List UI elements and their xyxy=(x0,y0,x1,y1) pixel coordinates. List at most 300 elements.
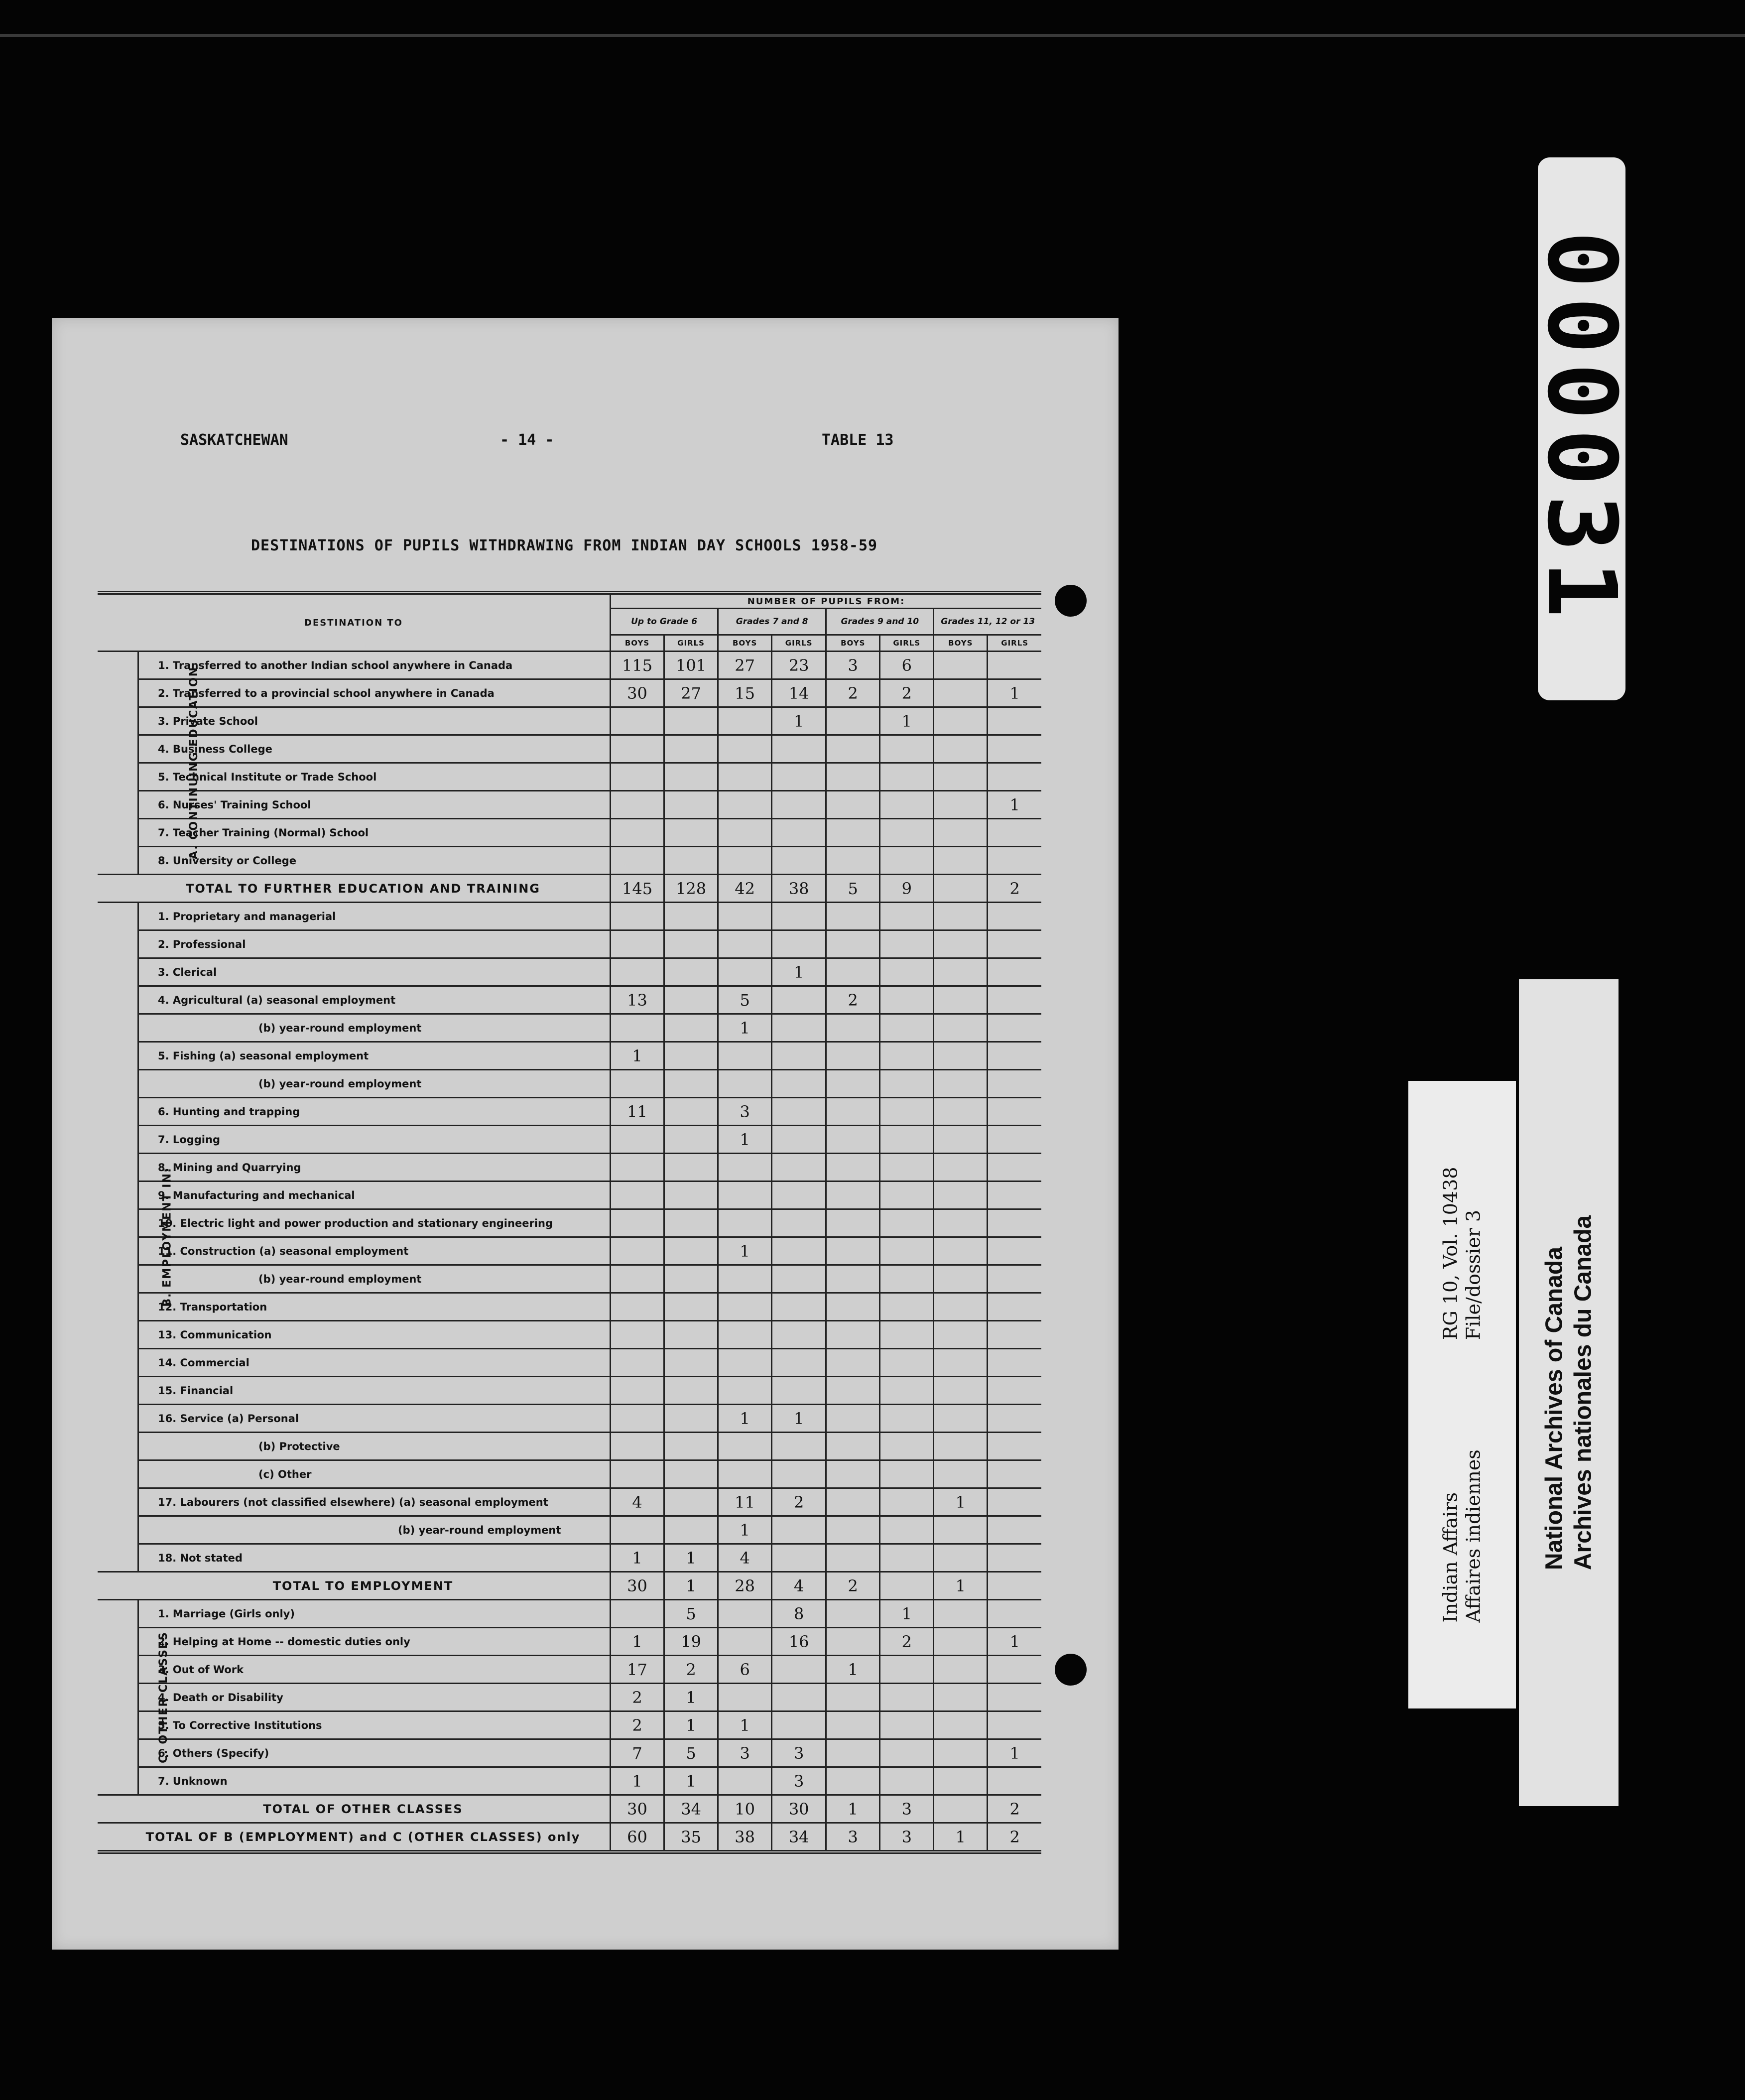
cell-value: 19 xyxy=(664,1628,718,1656)
cell-value xyxy=(934,1377,988,1405)
continuing-education-section xyxy=(98,652,201,875)
cell-value: 2 xyxy=(826,986,880,1014)
row-label: TOTAL OF B (EMPLOYMENT) and C (OTHER CLASSES) only xyxy=(98,1823,611,1852)
employment-section xyxy=(98,903,174,1572)
table-row xyxy=(98,958,1041,986)
cell-value xyxy=(611,1070,664,1098)
cell-value: 4 xyxy=(772,1572,826,1600)
cell-value xyxy=(718,1154,772,1181)
cell-value xyxy=(664,1098,718,1126)
cell-value xyxy=(988,1544,1041,1572)
cell-value xyxy=(934,1321,988,1349)
cell-value xyxy=(826,1600,880,1628)
cell-value xyxy=(772,763,826,791)
cell-value xyxy=(934,1684,988,1711)
table-row xyxy=(98,1711,1041,1739)
cell-value xyxy=(880,1656,934,1684)
cell-value xyxy=(664,819,718,847)
row-label: 6. Nurses' Training School xyxy=(138,791,611,819)
table-row xyxy=(98,1739,1041,1767)
cell-value xyxy=(826,1349,880,1377)
cell-value xyxy=(934,1656,988,1684)
page-number: - 14 - xyxy=(500,431,554,449)
scan-edge-line xyxy=(0,34,1745,37)
row-label: 3. Private School xyxy=(138,707,611,735)
cell-value xyxy=(718,1600,772,1628)
cell-value: 1 xyxy=(611,1544,664,1572)
cell-value: 4 xyxy=(718,1544,772,1572)
row-label: 13. Communication xyxy=(138,1321,611,1349)
cell-value xyxy=(772,1460,826,1488)
cell-value xyxy=(611,1265,664,1293)
cell-value xyxy=(988,1098,1041,1126)
cell-value: 1 xyxy=(718,1014,772,1042)
cell-value xyxy=(880,1377,934,1405)
grade-group-header: Grades 9 and 10 xyxy=(826,609,934,635)
cell-value xyxy=(880,1711,934,1739)
cell-value xyxy=(880,1265,934,1293)
cell-value: 4 xyxy=(611,1488,664,1516)
cell-value xyxy=(934,1600,988,1628)
cell-value xyxy=(988,707,1041,735)
cell-value xyxy=(772,1711,826,1739)
cell-value: 10 xyxy=(718,1795,772,1823)
cell-value xyxy=(934,707,988,735)
cell-value xyxy=(826,1098,880,1126)
cell-value xyxy=(988,1488,1041,1516)
cell-value xyxy=(664,1265,718,1293)
cell-value xyxy=(880,1684,934,1711)
total-row xyxy=(98,1795,1041,1823)
cell-value xyxy=(880,847,934,875)
cell-value xyxy=(988,1209,1041,1237)
cell-value xyxy=(611,1321,664,1349)
cell-value xyxy=(826,903,880,930)
grade-group-header: Up to Grade 6 xyxy=(611,609,718,635)
cell-value: 3 xyxy=(772,1739,826,1767)
cell-value: 1 xyxy=(611,1042,664,1070)
row-label: 6. Hunting and trapping xyxy=(138,1098,611,1126)
table-row xyxy=(98,652,1041,679)
cell-value: 101 xyxy=(664,652,718,679)
cell-value xyxy=(826,763,880,791)
cell-value xyxy=(772,1237,826,1265)
table-row xyxy=(98,1544,1041,1572)
girls-header: GIRLS xyxy=(664,635,718,652)
total-row xyxy=(98,875,1041,903)
cell-value xyxy=(988,847,1041,875)
cell-value xyxy=(611,1014,664,1042)
table-row xyxy=(98,1237,1041,1265)
cell-value xyxy=(988,1656,1041,1684)
cell-value xyxy=(826,1265,880,1293)
cell-value xyxy=(718,763,772,791)
cell-value xyxy=(718,847,772,875)
cell-value xyxy=(988,1070,1041,1098)
frame-number-strip xyxy=(1526,157,1637,700)
cell-value: 6 xyxy=(880,652,934,679)
cell-value xyxy=(934,1628,988,1656)
table-row xyxy=(98,903,1041,930)
cell-value xyxy=(664,1377,718,1405)
cell-value xyxy=(718,1628,772,1656)
row-label: 1. Marriage (Girls only) xyxy=(138,1600,611,1628)
row-label: 1. Proprietary and managerial xyxy=(138,903,611,930)
cell-value xyxy=(718,1767,772,1795)
row-label: TOTAL TO FURTHER EDUCATION AND TRAINING xyxy=(98,875,611,903)
cell-value xyxy=(934,1265,988,1293)
cell-value xyxy=(611,1405,664,1433)
grade-group-header: Grades 11, 12 or 13 xyxy=(934,609,1041,635)
other-classes-section xyxy=(98,1600,170,1795)
cell-value xyxy=(880,1460,934,1488)
row-label: TOTAL TO EMPLOYMENT xyxy=(98,1572,611,1600)
cell-value xyxy=(611,1516,664,1544)
boys-header: BOYS xyxy=(611,635,664,652)
cell-value: 8 xyxy=(772,1600,826,1628)
cell-value xyxy=(718,735,772,763)
table-row xyxy=(98,1181,1041,1209)
cell-value xyxy=(826,1209,880,1237)
cell-value xyxy=(934,1433,988,1460)
row-label: 8. Mining and Quarrying xyxy=(138,1154,611,1181)
cell-value xyxy=(826,819,880,847)
cell-value xyxy=(988,1767,1041,1795)
girls-header: GIRLS xyxy=(880,635,934,652)
row-label: TOTAL OF OTHER CLASSES xyxy=(98,1795,611,1823)
cell-value xyxy=(934,1181,988,1209)
cell-value: 1 xyxy=(611,1767,664,1795)
cell-value xyxy=(934,1154,988,1181)
cell-value: 2 xyxy=(826,1572,880,1600)
cell-value xyxy=(880,1516,934,1544)
section-label: C. OTHER CLASSES xyxy=(157,1631,170,1763)
cell-value xyxy=(772,1181,826,1209)
cell-value: 1 xyxy=(611,1628,664,1656)
cell-value: 1 xyxy=(934,1488,988,1516)
cell-value xyxy=(934,735,988,763)
cell-value: 1 xyxy=(772,958,826,986)
cell-value: 1 xyxy=(880,707,934,735)
cell-value xyxy=(934,819,988,847)
cell-value xyxy=(934,930,988,958)
row-label: 10. Electric light and power production and stationary engineering xyxy=(138,1209,611,1237)
cell-value xyxy=(718,1181,772,1209)
cell-value xyxy=(988,1321,1041,1349)
cell-value xyxy=(826,1433,880,1460)
cell-value xyxy=(880,1544,934,1572)
cell-value xyxy=(772,986,826,1014)
cell-value xyxy=(934,763,988,791)
cell-value: 30 xyxy=(611,1572,664,1600)
cell-value xyxy=(611,1460,664,1488)
cell-value xyxy=(611,1209,664,1237)
cell-value xyxy=(664,1488,718,1516)
cell-value xyxy=(934,791,988,819)
table-row xyxy=(98,1488,1041,1516)
cell-value xyxy=(934,679,988,707)
cell-value xyxy=(934,1795,988,1823)
row-label: 14. Commercial xyxy=(138,1349,611,1377)
cell-value xyxy=(611,1433,664,1460)
cell-value xyxy=(826,1684,880,1711)
cell-value xyxy=(988,1572,1041,1600)
cell-value xyxy=(934,1126,988,1154)
cell-value xyxy=(880,986,934,1014)
cell-value xyxy=(988,1684,1041,1711)
cell-value xyxy=(664,1516,718,1544)
cell-value: 11 xyxy=(718,1488,772,1516)
destinations-table xyxy=(98,591,1041,1854)
table-row xyxy=(98,1516,1041,1544)
cell-value: 13 xyxy=(611,986,664,1014)
cell-value xyxy=(772,1098,826,1126)
cell-value: 2 xyxy=(826,679,880,707)
cell-value: 115 xyxy=(611,652,664,679)
row-label: 4. Agricultural (a) seasonal employment xyxy=(138,986,611,1014)
document-title: DESTINATIONS OF PUPILS WITHDRAWING FROM INDIAN DAY SCHOOLS 1958-59 xyxy=(251,537,878,554)
cell-value xyxy=(826,958,880,986)
cell-value xyxy=(772,930,826,958)
cell-value xyxy=(772,1433,826,1460)
cell-value xyxy=(664,1293,718,1321)
row-label: 18. Not stated xyxy=(138,1544,611,1572)
destination-header: DESTINATION TO xyxy=(98,593,611,652)
cell-value: 1 xyxy=(988,791,1041,819)
row-label: 17. Labourers (not classified elsewhere) (a) seasonal employment xyxy=(138,1488,611,1516)
cell-value xyxy=(880,958,934,986)
archive-name-label xyxy=(1519,979,1619,1806)
cell-value: 2 xyxy=(664,1656,718,1684)
cell-value xyxy=(611,707,664,735)
row-label: (c) Other xyxy=(138,1460,611,1488)
cell-value xyxy=(934,1516,988,1544)
table-ref: TABLE 13 xyxy=(822,431,894,449)
cell-value xyxy=(880,1098,934,1126)
row-label: 15. Financial xyxy=(138,1377,611,1405)
cell-value xyxy=(988,1460,1041,1488)
cell-value xyxy=(718,819,772,847)
cell-value: 11 xyxy=(611,1098,664,1126)
table-row xyxy=(98,1349,1041,1377)
cell-value xyxy=(826,1181,880,1209)
cell-value xyxy=(988,819,1041,847)
province-label: SASKATCHEWAN xyxy=(180,431,288,449)
cell-value xyxy=(934,1098,988,1126)
cell-value xyxy=(826,1544,880,1572)
cell-value xyxy=(718,1433,772,1460)
cell-value xyxy=(772,735,826,763)
table-row xyxy=(98,1405,1041,1433)
cell-value xyxy=(988,1293,1041,1321)
cell-value: 15 xyxy=(718,679,772,707)
cell-value xyxy=(826,1321,880,1349)
cell-value xyxy=(772,1042,826,1070)
cell-value xyxy=(880,1405,934,1433)
cell-value xyxy=(772,1656,826,1684)
cell-value xyxy=(826,1154,880,1181)
cell-value xyxy=(826,1767,880,1795)
cell-value xyxy=(880,1209,934,1237)
girls-header: GIRLS xyxy=(772,635,826,652)
cell-value: 16 xyxy=(772,1628,826,1656)
cell-value: 9 xyxy=(880,875,934,903)
cell-value xyxy=(880,930,934,958)
girls-header: GIRLS xyxy=(988,635,1041,652)
cell-value xyxy=(718,707,772,735)
cell-value: 3 xyxy=(826,1823,880,1852)
cell-value xyxy=(988,1265,1041,1293)
cell-value xyxy=(934,1293,988,1321)
cell-value xyxy=(988,903,1041,930)
cell-value xyxy=(880,1433,934,1460)
cell-value xyxy=(826,1014,880,1042)
cell-value xyxy=(988,763,1041,791)
cell-value: 1 xyxy=(664,1767,718,1795)
cell-value: 3 xyxy=(772,1767,826,1795)
frame-number: 000031 xyxy=(1526,231,1637,627)
cell-value: 1 xyxy=(718,1237,772,1265)
table-row xyxy=(98,1321,1041,1349)
number-of-pupils-header: NUMBER OF PUPILS FROM: xyxy=(611,593,1042,609)
cell-value xyxy=(772,1209,826,1237)
cell-value: 60 xyxy=(611,1823,664,1852)
cell-value xyxy=(664,1433,718,1460)
cell-value xyxy=(934,652,988,679)
cell-value xyxy=(664,903,718,930)
cell-value: 28 xyxy=(718,1572,772,1600)
row-label: (b) year-round employment xyxy=(138,1516,611,1544)
cell-value xyxy=(772,1321,826,1349)
cell-value xyxy=(826,735,880,763)
cell-value: 2 xyxy=(611,1684,664,1711)
table-row xyxy=(98,1460,1041,1488)
cell-value xyxy=(934,958,988,986)
cell-value xyxy=(988,1600,1041,1628)
cell-value xyxy=(718,903,772,930)
cell-value xyxy=(880,1126,934,1154)
cell-value xyxy=(934,1460,988,1488)
cell-value xyxy=(988,1237,1041,1265)
cell-value xyxy=(880,763,934,791)
table-row xyxy=(98,819,1041,847)
row-label: (b) Protective xyxy=(138,1433,611,1460)
cell-value: 1 xyxy=(718,1126,772,1154)
row-label: 7. Logging xyxy=(138,1126,611,1154)
archives-en: National Archives of Canada xyxy=(1541,1247,1568,1571)
cell-value xyxy=(664,958,718,986)
cell-value xyxy=(826,1628,880,1656)
row-label: 7. Teacher Training (Normal) School xyxy=(138,819,611,847)
cell-value: 30 xyxy=(611,1795,664,1823)
cell-value xyxy=(718,958,772,986)
row-label: (b) year-round employment xyxy=(138,1014,611,1042)
cell-value xyxy=(664,735,718,763)
cell-value xyxy=(880,1349,934,1377)
cell-value: 128 xyxy=(664,875,718,903)
cell-value xyxy=(772,1265,826,1293)
cell-value: 42 xyxy=(718,875,772,903)
row-label: 16. Service (a) Personal xyxy=(138,1405,611,1433)
archives-fr: Archives nationales du Canada xyxy=(1570,1215,1596,1571)
cell-value: 3 xyxy=(718,1739,772,1767)
table-row xyxy=(98,986,1041,1014)
cell-value: 27 xyxy=(664,679,718,707)
cell-value xyxy=(988,1126,1041,1154)
grade-group-header: Grades 7 and 8 xyxy=(718,609,826,635)
cell-value xyxy=(664,1237,718,1265)
cell-value xyxy=(664,1014,718,1042)
cell-value: 3 xyxy=(826,652,880,679)
cell-value xyxy=(988,1014,1041,1042)
table-row xyxy=(98,1767,1041,1795)
file-line2: File/dossier 3 xyxy=(1462,1209,1484,1340)
cell-value: 38 xyxy=(718,1823,772,1852)
cell-value: 1 xyxy=(718,1405,772,1433)
table-row xyxy=(98,1265,1041,1293)
cell-value xyxy=(664,1349,718,1377)
cell-value: 2 xyxy=(611,1711,664,1739)
cell-value: 1 xyxy=(718,1516,772,1544)
document-page xyxy=(52,318,1119,1950)
table-row xyxy=(98,1154,1041,1181)
cell-value xyxy=(988,1516,1041,1544)
cell-value: 1 xyxy=(988,1739,1041,1767)
cell-value xyxy=(826,1042,880,1070)
boys-header: BOYS xyxy=(718,635,772,652)
cell-value xyxy=(826,1739,880,1767)
cell-value xyxy=(880,1070,934,1098)
cell-value xyxy=(880,1739,934,1767)
cell-value: 1 xyxy=(988,679,1041,707)
cell-value xyxy=(934,1405,988,1433)
binder-hole xyxy=(1055,585,1087,617)
cell-value xyxy=(934,986,988,1014)
row-label: 1. Transferred to another Indian school anywhere in Canada xyxy=(138,652,611,679)
cell-value xyxy=(611,1600,664,1628)
cell-value: 3 xyxy=(718,1098,772,1126)
cell-value: 1 xyxy=(718,1711,772,1739)
cell-value xyxy=(664,930,718,958)
cell-value xyxy=(718,1070,772,1098)
table-row xyxy=(98,1600,1041,1628)
cell-value xyxy=(772,1154,826,1181)
file-line1: RG 10, Vol. 10438 xyxy=(1439,1167,1462,1340)
binder-hole xyxy=(1055,1654,1087,1686)
table-row xyxy=(98,847,1041,875)
row-label: (b) year-round employment xyxy=(138,1265,611,1293)
cell-value xyxy=(772,1014,826,1042)
cell-value xyxy=(934,1209,988,1237)
cell-value xyxy=(880,1042,934,1070)
cell-value xyxy=(934,903,988,930)
agency-en: Indian Affairs xyxy=(1439,1492,1462,1623)
cell-value xyxy=(934,1711,988,1739)
cell-value xyxy=(826,847,880,875)
cell-value xyxy=(934,875,988,903)
cell-value: 2 xyxy=(988,875,1041,903)
row-label: (b) year-round employment xyxy=(138,1070,611,1098)
cell-value xyxy=(988,930,1041,958)
cell-value xyxy=(988,735,1041,763)
table-row xyxy=(98,1433,1041,1460)
cell-value xyxy=(988,1181,1041,1209)
cell-value xyxy=(611,1126,664,1154)
section-label: B. EMPLOYMENT IN: xyxy=(161,1167,174,1307)
cell-value: 1 xyxy=(988,1628,1041,1656)
table-row xyxy=(98,679,1041,707)
row-label: 6. Others (Specify) xyxy=(138,1739,611,1767)
